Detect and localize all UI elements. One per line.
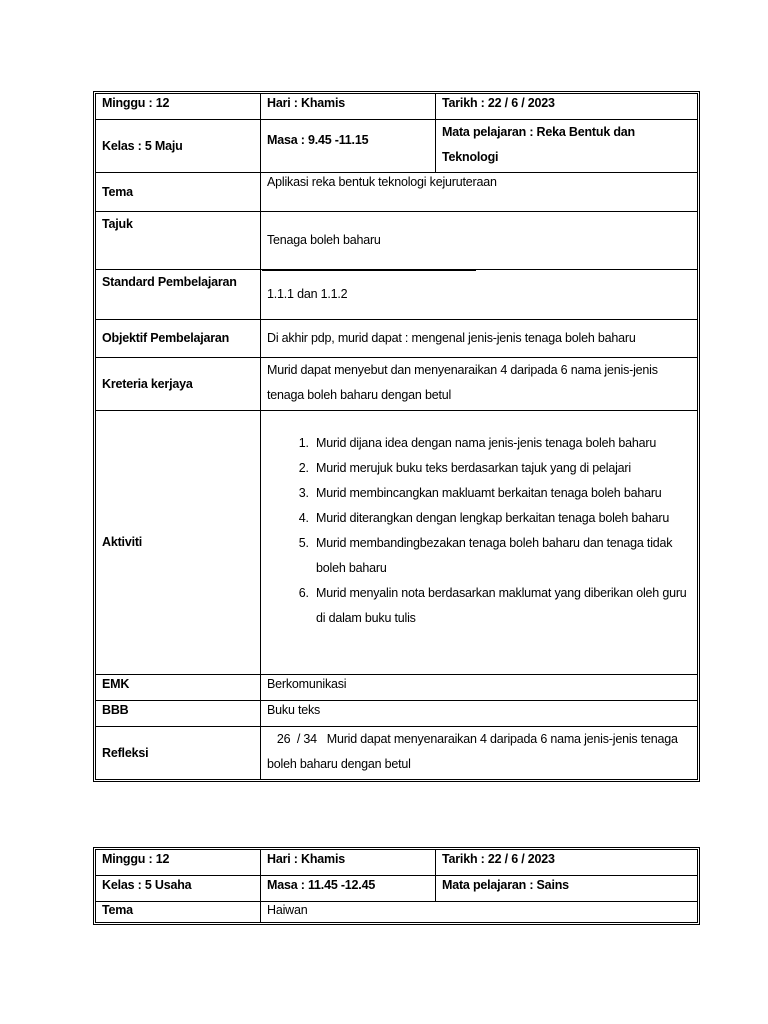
tema-row xyxy=(96,173,697,212)
mata-pelajaran-cell: Mata pelajaran : Reka Bentuk dan Teknologi xyxy=(436,120,697,173)
kelas-cell: Kelas : 5 Maju xyxy=(96,120,261,173)
kreteria-value: Murid dapat menyebut dan menyenaraikan 4 daripada 6 nama jenis-jenis tenaga boleh baharu dengan betul xyxy=(261,358,697,411)
tarikh-cell: Tarikh : 22 / 6 / 2023 xyxy=(436,94,697,120)
refleksi-value: 26 / 34 Murid dapat menyenaraikan 4 daripada 6 nama jenis-jenis tenaga boleh baharu dengan betul xyxy=(267,732,682,771)
aktiviti-item: 5. Murid membandingbezakan tenaga boleh baharu dan tenaga tidak boleh baharu xyxy=(312,531,691,581)
tajuk-row xyxy=(96,212,697,270)
bbb-value: Buku teks xyxy=(261,701,697,727)
aktiviti-row xyxy=(96,411,697,675)
minggu-cell: Minggu : 12 xyxy=(96,850,261,876)
standard-value: 1.1.1 dan 1.1.2 xyxy=(261,270,697,320)
aktiviti-list xyxy=(267,431,691,631)
aktiviti-item: 3. Murid membincangkan makluamt berkaitan tenaga boleh baharu xyxy=(312,481,691,506)
refleksi-row xyxy=(96,727,697,779)
lesson-plan-table-2 xyxy=(95,849,698,923)
emk-value: Berkomunikasi xyxy=(261,675,697,701)
tema-label: Tema xyxy=(96,902,261,922)
lesson-plan-table-1 xyxy=(95,93,698,780)
objektif-label: Objektif Pembelajaran xyxy=(96,320,261,358)
tema-row xyxy=(96,902,697,922)
bbb-row xyxy=(96,701,697,727)
tarikh-cell: Tarikh : 22 / 6 / 2023 xyxy=(436,850,697,876)
hari-cell: Hari : Khamis xyxy=(261,94,436,120)
aktiviti-value xyxy=(261,411,697,675)
masa-cell: Masa : 11.45 -12.45 xyxy=(261,876,436,902)
divider-fragment xyxy=(262,269,476,271)
refleksi-label: Refleksi xyxy=(96,727,261,779)
minggu-cell: Minggu : 12 xyxy=(96,94,261,120)
tajuk-value: Tenaga boleh baharu xyxy=(261,212,697,270)
objektif-row xyxy=(96,320,697,358)
mata-pelajaran-cell: Mata pelajaran : Sains xyxy=(436,876,697,902)
aktiviti-item: 2. Murid merujuk buku teks berdasarkan tajuk yang di pelajari xyxy=(312,456,691,481)
tema-value: Aplikasi reka bentuk teknologi kejuruteraan xyxy=(261,173,697,212)
kelas-row xyxy=(96,876,697,902)
masa-cell: Masa : 9.45 -11.15 xyxy=(261,120,436,173)
hari-cell: Hari : Khamis xyxy=(261,850,436,876)
aktiviti-label: Aktiviti xyxy=(96,411,261,675)
aktiviti-item: 4. Murid diterangkan dengan lengkap berkaitan tenaga boleh baharu xyxy=(312,506,691,531)
kreteria-label: Kreteria kerjaya xyxy=(96,358,261,411)
kreteria-row xyxy=(96,358,697,411)
aktiviti-item: 6. Murid menyalin nota berdasarkan maklumat yang diberikan oleh guru di dalam buku tulis xyxy=(312,581,691,631)
kelas-row xyxy=(96,120,697,173)
objektif-value: Di akhir pdp, murid dapat : mengenal jenis-jenis tenaga boleh baharu xyxy=(261,320,697,358)
tema-label: Tema xyxy=(96,173,261,212)
header-row xyxy=(96,94,697,120)
standard-label: Standard Pembelajaran xyxy=(96,270,261,320)
header-row xyxy=(96,850,697,876)
tema-value: Haiwan xyxy=(267,903,308,917)
aktiviti-item: 1. Murid dijana idea dengan nama jenis-jenis tenaga boleh baharu xyxy=(312,431,691,456)
emk-label: EMK xyxy=(96,675,261,701)
kelas-cell: Kelas : 5 Usaha xyxy=(96,876,261,902)
bbb-label: BBB xyxy=(96,701,261,727)
emk-row xyxy=(96,675,697,701)
standard-row xyxy=(96,270,697,320)
tajuk-label: Tajuk xyxy=(96,212,261,270)
